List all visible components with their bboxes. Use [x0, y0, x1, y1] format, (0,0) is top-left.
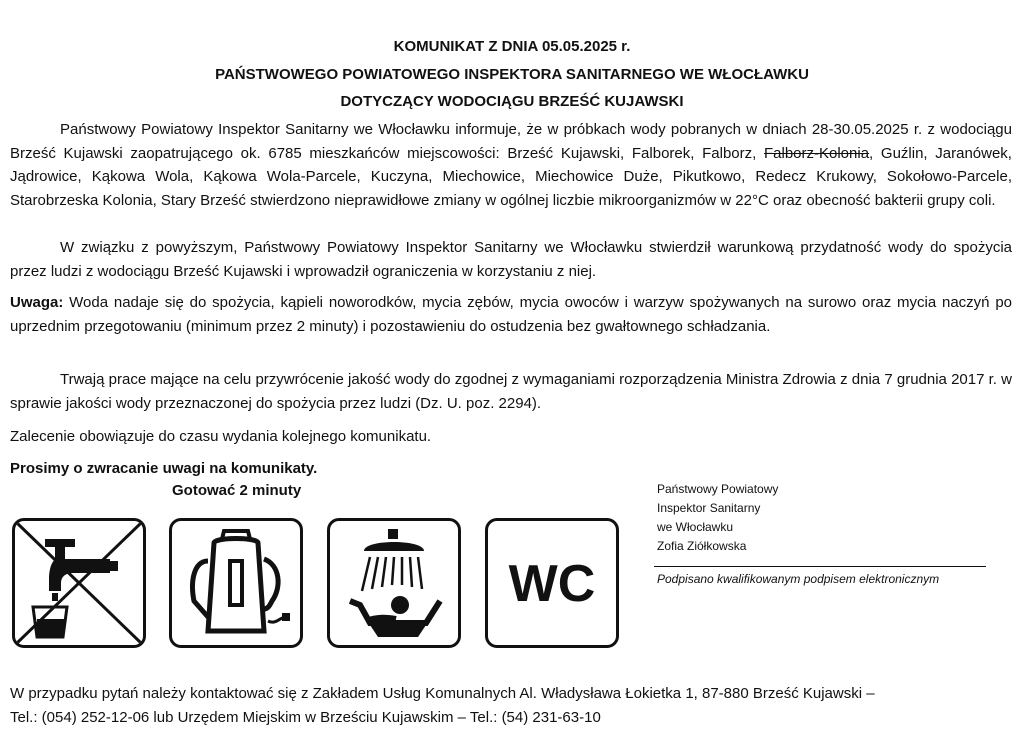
warning-label: Uwaga:	[10, 294, 64, 311]
wc-label: WC	[508, 555, 596, 613]
signature-note: Podpisano kwalifikowanym podpisem elektronicznym	[657, 572, 940, 586]
footer-contact-line-1: W przypadku pytań należy kontaktować się z Zakładem Usług Komunalnych Al. Władysława Łokietka 1, 87-880 Brześć Kujawski –	[10, 685, 875, 702]
boil-label: Gotować 2 minuty	[172, 482, 302, 499]
paragraph-announcement	[10, 118, 1012, 212]
title-line-3: DOTYCZĄCY WODOCIĄGU BRZEŚĆ KUJAWSKI	[340, 93, 684, 110]
shower-bath-icon	[327, 518, 461, 648]
signature-name: Zofia Ziółkowska	[657, 539, 747, 553]
paragraph-warning	[10, 291, 1012, 338]
paragraph-validity: Zalecenie obowiązuje do czasu wydania kolejnego komunikatu.	[10, 428, 432, 445]
signature-block	[657, 480, 778, 556]
paragraph-conditional-suitability: W związku z powyższym, Państwowy Powiatowy Inspektor Sanitarny we Włocławku stwierdził warunkową przydatność wody do spożycia przez ludzi z wodociągu Brześć Kujawski i wprowadził ograniczenia w korzystaniu z niej.	[10, 239, 1012, 280]
title-line-2: PAŃSTWOWEGO POWIATOWEGO INSPEKTORA SANITARNEGO WE WŁOCŁAWKU	[215, 66, 809, 83]
warning-text: Woda nadaje się do spożycia, kąpieli noworodków, mycia zębów, mycia owoców i warzyw spożywanych na surowo oraz mycia naczyń po uprzednim przegotowaniu (minimum przez 2 minuty) i pozostawieniu do ostudzenia bez gwałtownego schładzania.	[10, 294, 1012, 335]
kettle-icon	[169, 518, 303, 648]
paragraph-works-in-progress: Trwają prace mające na celu przywrócenie jakość wody do zgodnej z wymaganiami rozporządzenia Ministra Zdrowia z dnia 7 grudnia 2017 r. w sprawie jakości wody przeznaczonej do spożycia przez ludzi (Dz. U. poz. 2294).	[10, 371, 1012, 412]
signature-line-1: Państwowy Powiatowy	[657, 482, 779, 496]
title-line-1: KOMUNIKAT Z DNIA 05.05.2025 r.	[393, 38, 631, 55]
struck-locality: Falborz-Kolonia	[763, 144, 870, 162]
notice-text: Prosimy o zwracanie uwagi na komunikaty.	[10, 460, 318, 477]
footer-contact-line-2: Tel.: (054) 252-12-06 lub Urzędem Miejskim w Brześciu Kujawskim – Tel.: (54) 231-63-10	[10, 709, 601, 726]
signature-line-3: we Włocławku	[657, 520, 734, 534]
signature-line-2: Inspektor Sanitarny	[657, 501, 761, 515]
paragraph-announcement-part1: Państwowy Powiatowy Inspektor Sanitarny we Włocławku informuje, że w próbkach wody pobranych w dniach 28-30.05.2025 r. z wodociągu Brześć Kujawski zaopatrującego ok. 6785 mieszkańców miejscowości: Brześć Kujawski, Falborek, Falborz,	[10, 121, 1012, 162]
wc-icon	[485, 518, 619, 648]
paragraph-announcement-part2: , Guźlin, Jaranówek, Jądrowice, Kąkowa Wola, Kąkowa Wola-Parcele, Kuczyna, Miechowice, Miechowice Duże, Pikutkowo, Redecz Krukowy, Sokołowo-Parcele, Starobrzeska Kolonia, Stary Brześć stwierdzono nieprawidłowe zmiany w ogólnej liczbie mikroorganizmów w 22°C oraz obecność bakterii grupy coli.	[10, 144, 1012, 209]
signature-divider	[654, 566, 986, 567]
no-tap-water-icon	[12, 518, 146, 648]
